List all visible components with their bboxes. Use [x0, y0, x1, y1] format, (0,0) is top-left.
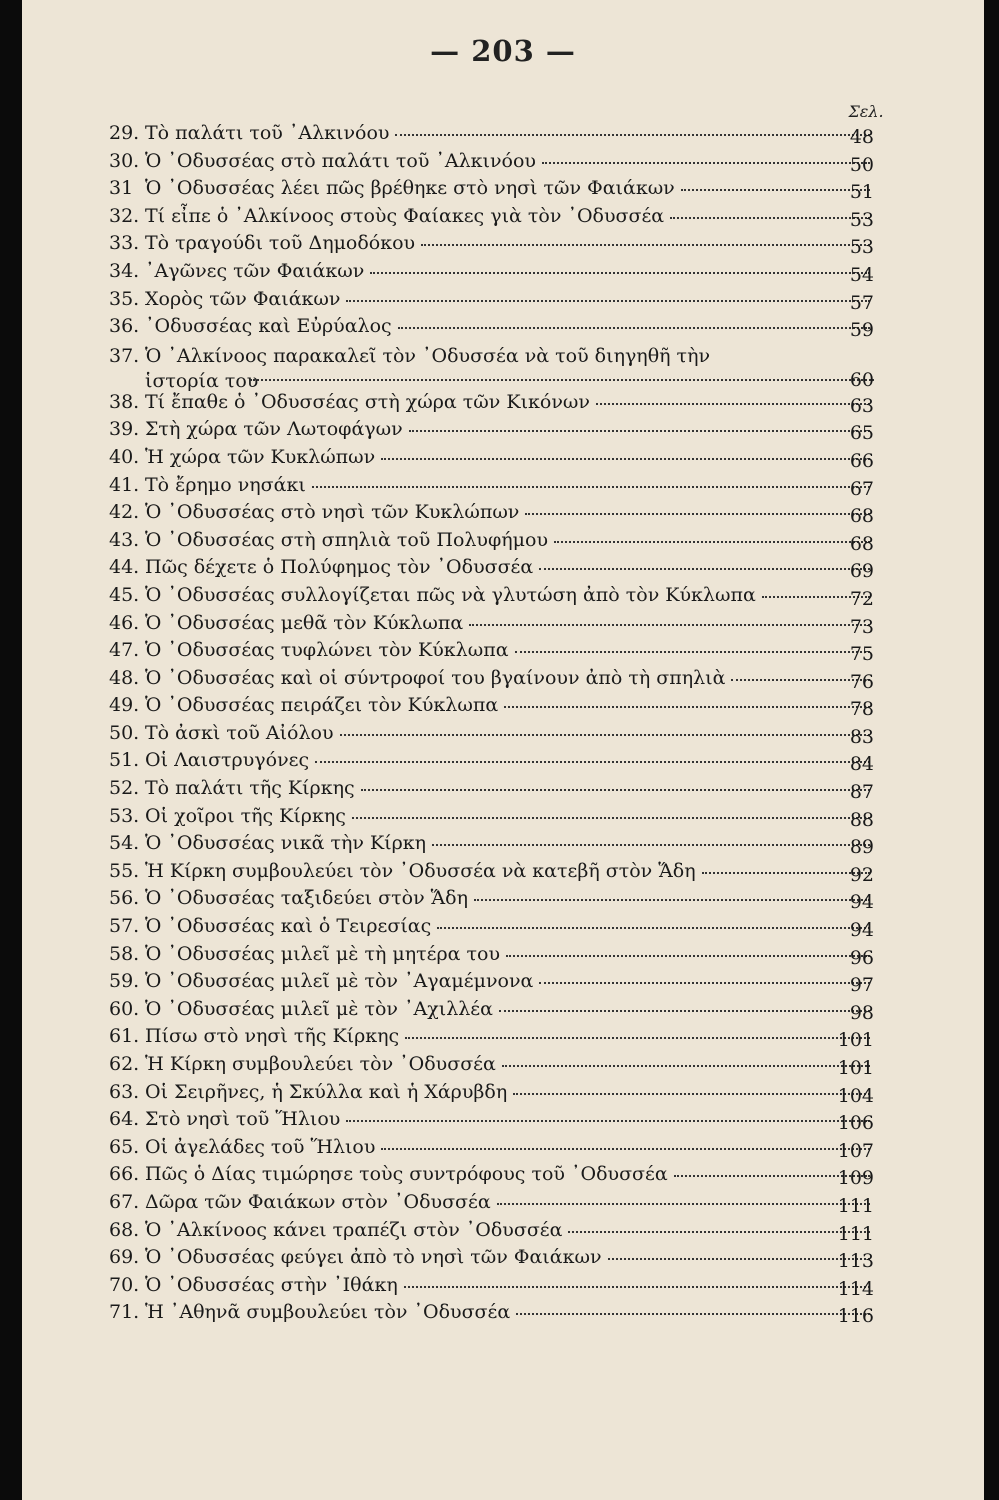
toc-entry [22, 970, 984, 998]
dot-leader [506, 945, 870, 957]
entry-number: 64. [109, 1108, 140, 1131]
entry-number: 31 [109, 177, 134, 200]
entry-number: 47. [109, 639, 140, 662]
toc-entry [22, 1191, 984, 1219]
dot-leader [404, 1276, 870, 1288]
dot-leader [515, 641, 870, 653]
entry-page-number: 94 [849, 891, 874, 914]
entry-page-number: 53 [849, 208, 874, 231]
toc-entry [22, 501, 984, 529]
dot-leader [437, 917, 870, 929]
entry-number: 39. [109, 418, 140, 441]
entry-page-number: 75 [849, 643, 874, 666]
entry-page-number: 76 [849, 670, 874, 693]
entry-page-number: 97 [849, 974, 874, 997]
toc-entry [22, 418, 984, 446]
toc-entry [22, 177, 984, 205]
toc-entry [22, 205, 984, 233]
dot-leader [395, 124, 870, 136]
entry-page-number: 63 [849, 394, 874, 417]
entry-number: 44. [109, 556, 140, 579]
entry-number: 34. [109, 259, 140, 282]
entry-page-number: 107 [837, 1139, 874, 1162]
entry-title: Ἡ Κίρκη συμβουλεύει τὸν ᾿Οδυσσέα νὰ κατεβῆ στὸν Ἅδη [145, 859, 696, 882]
entry-page-number: 69 [849, 560, 874, 583]
dot-leader [542, 152, 870, 164]
entry-page-number: 60 [849, 368, 874, 391]
entry-page-number: 68 [849, 505, 874, 528]
entry-title: Τὸ παλάτι τῆς Κίρκης [145, 777, 355, 800]
entry-title: Οἱ Λαιστρυγόνες [145, 749, 310, 772]
entry-title: Ὁ ᾿Οδυσσέας λέει πῶς βρέθηκε στὸ νησὶ τῶν Φαιάκων [145, 177, 675, 200]
entry-number: 69. [109, 1246, 140, 1269]
entry-page-number: 48 [849, 126, 874, 148]
entry-number: 38. [109, 390, 140, 413]
toc-entry [22, 1081, 984, 1109]
entry-number: 54. [109, 832, 140, 855]
entry-title: Ὁ ᾿Οδυσσέας στὸ παλάτι τοῦ ᾿Αλκινόου [145, 149, 536, 172]
entry-number: 51. [109, 749, 140, 772]
entry-title: Ὁ ᾿Οδυσσέας νικᾶ τὴν Κίρκη [145, 832, 427, 855]
toc-entry [22, 722, 984, 750]
toc-entry [22, 232, 984, 260]
entry-page-number: 50 [849, 153, 874, 176]
entry-page-number: 78 [849, 698, 874, 721]
dot-leader [381, 448, 870, 460]
toc-entry [22, 1246, 984, 1274]
entry-title: Οἱ Σειρῆνες, ἡ Σκύλλα καὶ ἡ Χάρυβδη [145, 1080, 508, 1103]
entry-number: 45. [109, 583, 140, 606]
entry-title: Πῶς δέχετε ὁ Πολύφημος τὸν ᾿Οδυσσέα [145, 556, 534, 579]
entry-page-number: 109 [837, 1167, 874, 1190]
entry-title: Ὁ ᾿Αλκίνοος παρακαλεῖ τὸν ᾿Οδυσσέα νὰ τοῦ διηγηθῆ τὴν [145, 344, 710, 367]
entry-page-number: 106 [837, 1112, 874, 1135]
dot-leader [554, 531, 870, 543]
toc-entry [22, 777, 984, 805]
toc-entry [22, 1108, 984, 1136]
entry-page-number: 72 [849, 587, 874, 610]
entry-title: Ὁ ᾿Οδυσσέας συλλογίζεται πῶς νὰ γλυτώση ἀπὸ τὸν Κύκλωπα [145, 583, 756, 606]
entry-page-number: 113 [837, 1250, 874, 1273]
dot-leader [398, 317, 870, 329]
entry-number: 70. [109, 1273, 140, 1296]
toc-entry [22, 1301, 984, 1329]
entry-page-number: 94 [849, 919, 874, 942]
toc-entry [22, 1274, 984, 1302]
entry-title: Πῶς ὁ Δίας τιμώρησε τοὺς συντρόφους τοῦ ᾿Οδυσσέα [145, 1163, 668, 1186]
dot-leader [432, 834, 870, 846]
entry-number: 35. [109, 287, 140, 310]
dot-leader [497, 1193, 870, 1205]
dot-leader [361, 779, 870, 791]
toc-entry [22, 391, 984, 419]
page-number-header: — 203 — [430, 34, 576, 68]
entry-page-number: 98 [849, 1001, 874, 1024]
toc-entry [22, 474, 984, 502]
entry-page-number: 111 [837, 1222, 874, 1245]
entry-title: ᾿Οδυσσέας καὶ Εὐρύαλος [145, 315, 392, 338]
entry-number: 48. [109, 666, 140, 689]
entry-number: 55. [109, 859, 140, 882]
dot-leader [539, 558, 870, 570]
entry-number: 40. [109, 445, 140, 468]
entry-title: Ἡ ᾿Αθηνᾶ συμβουλεύει τὸν ᾿Οδυσσέα [145, 1301, 511, 1324]
dot-leader [315, 751, 870, 763]
entry-page-number: 88 [849, 808, 874, 831]
entry-title: Τὸ τραγούδι τοῦ Δημοδόκου [145, 232, 416, 255]
entry-page-number: 101 [837, 1057, 874, 1079]
toc-entry [22, 1136, 984, 1164]
entry-title: Ὁ ᾿Οδυσσέας μιλεῖ μὲ τὸν ᾿Αγαμέμνονα [145, 970, 534, 993]
entry-page-number: 92 [849, 863, 874, 886]
entry-page-number: 66 [849, 449, 874, 472]
toc-entry [22, 832, 984, 860]
dot-leader [421, 234, 870, 246]
entry-number: 60. [109, 997, 140, 1020]
entry-number: 32. [109, 204, 140, 227]
entry-title: Πίσω στὸ νησὶ τῆς Κίρκης [145, 1025, 400, 1048]
toc-entry [22, 343, 984, 391]
entry-page-number: 67 [849, 477, 874, 500]
toc-entry [22, 1053, 984, 1081]
entry-title: Στὴ χώρα τῶν Λωτοφάγων [145, 418, 403, 441]
toc-entry [22, 288, 984, 316]
toc-entry [22, 612, 984, 640]
dot-leader [405, 1027, 870, 1039]
entry-title: Ὁ ᾿Οδυσσέας καὶ ὁ Τειρεσίας [145, 915, 432, 938]
entry-number: 30. [109, 149, 140, 172]
dot-leader [513, 1083, 870, 1095]
toc-entry [22, 122, 984, 150]
book-page [22, 0, 984, 1500]
entry-page-number: 65 [849, 422, 874, 445]
dot-leader [516, 1303, 870, 1315]
entry-title: Τὸ ἔρημο νησάκι [145, 473, 306, 496]
entry-title: Δῶρα τῶν Φαιάκων στὸν ᾿Οδυσσέα [145, 1190, 491, 1213]
entry-page-number: 73 [849, 615, 874, 638]
dot-leader [568, 1221, 870, 1233]
entry-page-number: 116 [837, 1305, 874, 1328]
entry-number: 52. [109, 777, 140, 800]
toc-entry [22, 584, 984, 612]
entry-page-number: 83 [849, 725, 874, 748]
entry-title: Ὁ ᾿Οδυσσέας στὸ νησὶ τῶν Κυκλώπων [145, 501, 520, 524]
entry-number: 29. [109, 122, 140, 144]
dot-leader [502, 1055, 870, 1067]
entry-number: 33. [109, 232, 140, 255]
entry-number: 57. [109, 915, 140, 938]
entry-number: 58. [109, 942, 140, 965]
entry-title: Ὁ ᾿Οδυσσέας φεύγει ἀπὸ τὸ νησὶ τῶν Φαιάκων [145, 1246, 602, 1269]
dot-leader [381, 1138, 870, 1150]
dot-leader [370, 262, 870, 274]
entry-title: Ὁ ᾿Οδυσσέας πειράζει τὸν Κύκλωπα [145, 694, 499, 717]
toc-entry [22, 998, 984, 1026]
entry-page-number: 104 [837, 1084, 874, 1107]
entry-page-number: 54 [849, 263, 874, 286]
entry-number: 67. [109, 1190, 140, 1213]
toc-entry [22, 1219, 984, 1247]
toc-entry [22, 556, 984, 584]
dot-leader [409, 420, 870, 432]
toc-entry [22, 150, 984, 178]
entry-title: Οἱ ἀγελάδες τοῦ Ἥλιου [145, 1135, 376, 1158]
entry-title: Ὁ ᾿Οδυσσέας στὴν ᾿Ιθάκη [145, 1273, 398, 1296]
entry-number: 68. [109, 1218, 140, 1241]
entry-title: Ἡ χώρα τῶν Κυκλώπων [145, 445, 376, 468]
table-of-contents [22, 122, 984, 1329]
dot-leader [474, 889, 870, 901]
entry-number: 49. [109, 694, 140, 717]
entry-title: Χορὸς τῶν Φαιάκων [145, 287, 341, 310]
entry-title: Ὁ ᾿Οδυσσέας στὴ σπηλιὰ τοῦ Πολυφήμου [145, 528, 548, 551]
entry-page-number: 87 [849, 781, 874, 804]
entry-title: Τὸ παλάτι τοῦ ᾿Αλκινόου [145, 122, 390, 144]
entry-page-number: 53 [849, 236, 874, 259]
toc-entry [22, 446, 984, 474]
toc-entry [22, 887, 984, 915]
entry-number: 71. [109, 1301, 140, 1324]
dot-leader [352, 807, 870, 819]
entry-page-number: 101 [837, 1029, 874, 1052]
dot-leader [539, 972, 870, 984]
entry-number: 42. [109, 501, 140, 524]
entry-page-number: 96 [849, 946, 874, 969]
entry-title: ᾿Αγῶνες τῶν Φαιάκων [145, 259, 365, 282]
entry-title: Τί ἔπαθε ὁ ᾿Οδυσσέας στὴ χώρα τῶν Κικόνων [145, 390, 590, 413]
entry-title: Ἡ Κίρκη συμβουλεύει τὸν ᾿Οδυσσέα [145, 1053, 496, 1075]
toc-entry [22, 639, 984, 667]
dot-leader [312, 476, 870, 488]
entry-title: Ὁ ᾿Οδυσσέας μιλεῖ μὲ τὴ μητέρα του [145, 942, 501, 965]
dot-leader [504, 696, 870, 708]
entry-number: 37. [109, 344, 140, 367]
toc-entry [22, 749, 984, 777]
entry-title: Τί εἶπε ὁ ᾿Αλκίνοος στοὺς Φαίακες γιὰ τὸν ᾿Οδυσσέα [145, 204, 665, 227]
entry-title: Οἱ χοῖροι τῆς Κίρκης [145, 804, 346, 827]
dot-leader [346, 290, 870, 302]
entry-title: Ὁ ᾿Οδυσσέας τυφλώνει τὸν Κύκλωπα [145, 639, 509, 662]
dot-leader [525, 503, 870, 515]
entry-number: 66. [109, 1163, 140, 1186]
entry-page-number: 57 [849, 291, 874, 314]
entry-page-number: 111 [837, 1194, 874, 1217]
entry-number: 50. [109, 721, 140, 744]
entry-title-continuation: ἱστορία του [145, 369, 259, 392]
toc-entry [22, 915, 984, 943]
entry-title: Ὁ ᾿Οδυσσέας μιλεῖ μὲ τὸν ᾿Αχιλλέα [145, 997, 493, 1020]
entry-page-number: 114 [837, 1277, 874, 1300]
entry-title: Ὁ ᾿Οδυσσέας καὶ οἱ σύντροφοί του βγαίνουν ἀπὸ τὴ σπηλιὰ [145, 666, 726, 689]
entry-page-number: 51 [849, 181, 874, 204]
entry-title: Τὸ ἀσκὶ τοῦ Αἰόλου [145, 721, 334, 744]
entry-number: 53. [109, 804, 140, 827]
entry-number: 59. [109, 970, 140, 993]
toc-entry [22, 315, 984, 343]
toc-entry [22, 1163, 984, 1191]
entry-page-number: 68 [849, 532, 874, 555]
dot-leader [499, 1000, 870, 1012]
entry-title: Ὁ ᾿Οδυσσέας ταξιδεύει στὸν Ἅδη [145, 887, 468, 910]
entry-page-number: 59 [849, 319, 874, 342]
entry-page-number: 89 [849, 836, 874, 859]
entry-number: 46. [109, 611, 140, 634]
entry-number: 36. [109, 315, 140, 338]
entry-title: Ὁ ᾿Αλκίνοος κάνει τραπέζι στὸν ᾿Οδυσσέα [145, 1218, 563, 1241]
entry-number: 62. [109, 1053, 140, 1075]
toc-entry [22, 805, 984, 833]
entry-page-number: 84 [849, 753, 874, 776]
dot-leader [340, 724, 871, 736]
toc-entry [22, 260, 984, 288]
entry-number: 43. [109, 528, 140, 551]
entry-title: Ὁ ᾿Οδυσσέας μεθᾶ τὸν Κύκλωπα [145, 611, 464, 634]
entry-number: 63. [109, 1080, 140, 1103]
page-column-label: Σελ. [848, 102, 884, 121]
toc-entry [22, 667, 984, 695]
entry-title: Στὸ νησὶ τοῦ Ἥλιου [145, 1108, 341, 1131]
dot-leader [346, 1110, 870, 1122]
toc-entry [22, 943, 984, 971]
entry-number: 56. [109, 887, 140, 910]
entry-number: 61. [109, 1025, 140, 1048]
toc-entry [22, 529, 984, 557]
dot-leader [469, 614, 870, 626]
toc-entry [22, 860, 984, 888]
toc-entry [22, 694, 984, 722]
dot-leader [250, 379, 874, 381]
entry-number: 65. [109, 1135, 140, 1158]
entry-number: 41. [109, 473, 140, 496]
toc-entry [22, 1025, 984, 1053]
